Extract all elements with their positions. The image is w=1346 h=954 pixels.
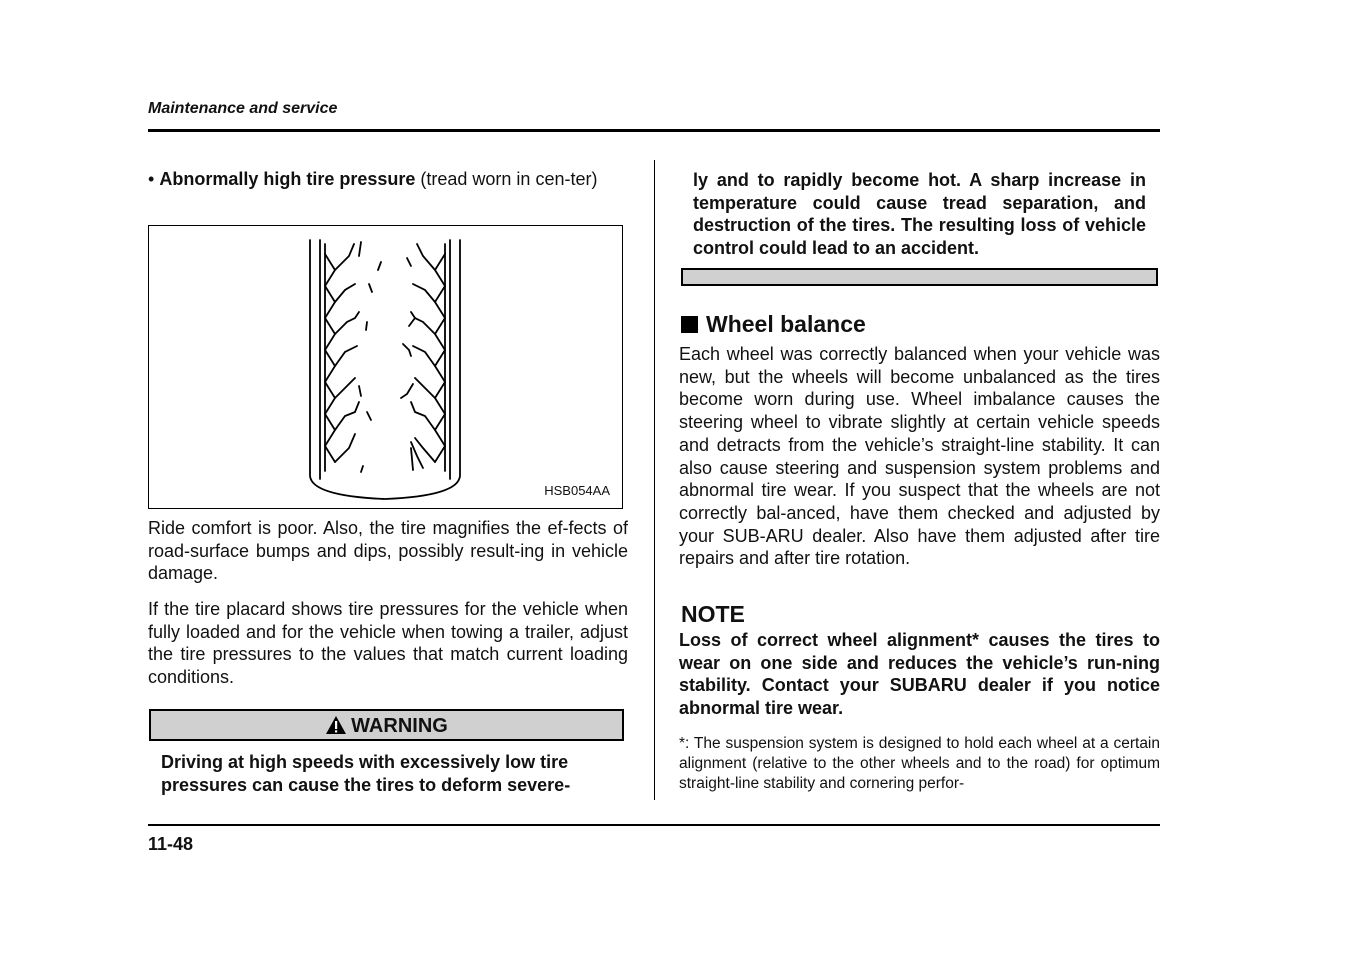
- running-header: Maintenance and service: [148, 100, 338, 117]
- footnote: *: The suspension system is designed to hold each wheel at a certain alignment (relative to the other wheels and to the road) for optimum straight-line stability and cornering perfor-: [679, 735, 1160, 792]
- footer-rule: [148, 824, 1160, 826]
- bullet-item: [148, 168, 628, 191]
- wheel-balance-body: Each wheel was correctly balanced when your vehicle was new, but the wheels will become unbalanced as the tires become worn during use. Wheel imbalance causes the steering wheel to vibrate slightly at certain vehicle speeds and detracts from the vehicle’s straight-line stability. It can also cause steering and suspension system problems and abnormal tire wear. If you suspect that the wheels are not correctly bal-anced, have them checked and adjusted by your SUB-ARU dealer. Also have them adjusted after tire repairs and after tire rotation.: [679, 344, 1160, 569]
- page-number: 11-48: [148, 834, 194, 854]
- warning-triangle-icon: [325, 715, 347, 741]
- warning-label: WARNING: [351, 715, 448, 737]
- section-heading: [681, 311, 866, 338]
- paragraph-tire-placard: If the tire placard shows tire pressures for the vehicle when fully loaded and for the vehicle when towing a trailer, adjust the tire pressures to the values that match current loading conditions.: [148, 599, 628, 688]
- bullet-bold-text: Abnormally high tire pressure: [159, 169, 416, 189]
- warning-text: Driving at high speeds with excessively low tire pressures can cause the tires to deform severe-: [161, 752, 571, 795]
- note-text: Loss of correct wheel alignment* causes the tires to wear on one side and reduces the vehicle’s run-ning stability. Contact your SUBARU dealer if you notice abnormal tire wear.: [679, 630, 1160, 719]
- bullet-marker: •: [148, 169, 155, 189]
- square-bullet-icon: [681, 316, 698, 333]
- tire-tread-wear-illustration: [149, 226, 622, 508]
- warning-end-bar: [681, 268, 1158, 286]
- header-rule: [148, 129, 1160, 132]
- warning-text-continued: ly and to rapidly become hot. A sharp increase in temperature could cause tread separation, and destruction of the tires. The resulting loss of vehicle control could lead to an accident.: [693, 170, 1146, 259]
- tire-figure: [148, 225, 623, 509]
- figure-caption: HSB054AA: [544, 483, 610, 498]
- column-divider: [654, 160, 655, 800]
- bullet-normal-text: (tread worn in cen-ter): [415, 169, 598, 189]
- section-title: Wheel balance: [706, 311, 866, 337]
- paragraph-ride-comfort: Ride comfort is poor. Also, the tire magnifies the ef-fects of road-surface bumps and dips, possibly result-ing in vehicle damage.: [148, 518, 628, 584]
- note-heading: NOTE: [681, 601, 745, 627]
- warning-banner: [149, 709, 624, 741]
